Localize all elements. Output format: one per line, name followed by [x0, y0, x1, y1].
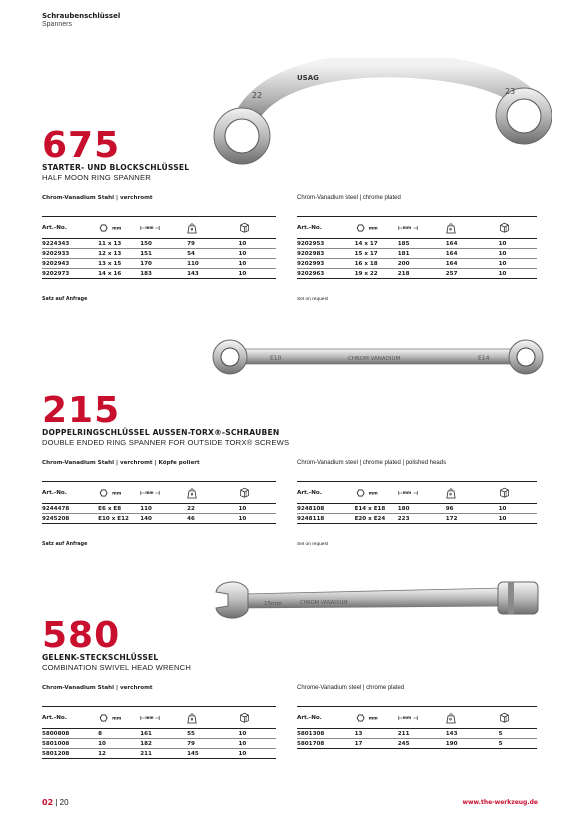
table-row: [297, 239, 537, 249]
cell-weight: 164: [446, 239, 499, 249]
table-row: [42, 729, 276, 739]
cell-quantity: 10: [239, 729, 276, 739]
cell-quantity: 10: [239, 504, 276, 514]
table-row: [42, 749, 276, 759]
col-header-size: [98, 217, 140, 239]
cell-size: 13: [355, 729, 398, 739]
cell-weight: 190: [446, 739, 499, 749]
material-de: Chrom-Vanadium Stahl | verchromt: [42, 195, 153, 201]
length-icon: mm: [398, 489, 418, 497]
col-header-art-no-text: Art.-No.: [42, 489, 67, 496]
product-title: DOPPELRINGSCHLÜSSEL AUSSEN-TORX®-SCHRAUBEN: [42, 428, 280, 437]
size-unit: mm: [112, 226, 122, 231]
col-header-length: [398, 217, 446, 239]
col-header-package: [499, 707, 537, 729]
col-header-art-no-text: Art.-No.: [297, 489, 322, 496]
cell-size: 13 x 15: [98, 259, 140, 269]
weight-icon: g: [446, 712, 456, 724]
col-header-length: [140, 707, 187, 729]
torx-middle-text: CHROM VANADIUM: [348, 356, 401, 362]
package-quantity-icon: [499, 222, 510, 233]
material-en: Chrom-Vanadium steel | chrome plated | polished heads: [297, 460, 447, 466]
length-icon: mm: [398, 224, 418, 232]
col-header-size: [355, 217, 398, 239]
col-header-size: [355, 707, 398, 729]
cell-art-no: 9244478: [42, 504, 98, 514]
cell-size: 16 x 18: [355, 259, 398, 269]
cell-art-no: 9202993: [297, 259, 355, 269]
weight-icon: g: [446, 222, 456, 234]
cell-weight: 55: [187, 729, 238, 739]
col-header-art-no: [297, 482, 355, 504]
col-header-weight: [187, 707, 238, 729]
spanner-size-a-text: 22: [252, 91, 263, 100]
material-en: Chrom-Vanadium steel | chrome plated: [297, 195, 401, 201]
table-row: [42, 249, 276, 259]
col-header-art-no: [42, 707, 98, 729]
table-row: [297, 739, 537, 749]
table-row: [297, 514, 537, 524]
package-quantity-icon: [499, 487, 510, 498]
spec-table-left: [42, 216, 276, 279]
cell-size: 15 x 17: [355, 249, 398, 259]
col-header-length: [140, 482, 187, 504]
size-unit: mm: [112, 716, 122, 721]
table-row: [297, 504, 537, 514]
table-row: [42, 269, 276, 279]
socket-size-icon: [355, 223, 369, 233]
cell-weight: 143: [187, 269, 238, 279]
set-note-en: Set on request: [297, 542, 329, 547]
cell-art-no: 5801008: [42, 739, 98, 749]
col-header-weight: [446, 482, 499, 504]
cell-length: 183: [140, 269, 187, 279]
table-row: [42, 739, 276, 749]
cell-length: 150: [140, 239, 187, 249]
cell-quantity: 10: [239, 259, 276, 269]
col-header-size: [98, 707, 140, 729]
cell-weight: 79: [187, 239, 238, 249]
table-header-row: [42, 707, 276, 729]
cell-length: 140: [140, 514, 187, 524]
set-note-en: Set on request: [297, 297, 329, 302]
cell-length: 211: [140, 749, 187, 759]
col-header-package: [239, 482, 276, 504]
col-header-weight: [446, 707, 499, 729]
table-row: [297, 729, 537, 739]
col-header-weight: [187, 482, 238, 504]
catalog-category-subtitle: Spanners: [42, 21, 72, 28]
cell-size: 17: [355, 739, 398, 749]
cell-weight: 46: [187, 514, 238, 524]
socket-size-icon: [355, 488, 369, 498]
cell-art-no: 9202933: [42, 249, 98, 259]
cell-weight: 172: [446, 514, 499, 524]
col-header-art-no: [297, 217, 355, 239]
cell-size: 10: [98, 739, 140, 749]
col-header-art-no: [42, 482, 98, 504]
size-unit: mm: [112, 491, 122, 496]
cell-length: 200: [398, 259, 446, 269]
cell-weight: 79: [187, 739, 238, 749]
spec-table-left: [42, 706, 276, 759]
length-icon: mm: [398, 714, 418, 722]
cell-length: 223: [398, 514, 446, 524]
cell-weight: 164: [446, 249, 499, 259]
spec-table-right: [297, 481, 537, 524]
weight-icon: g: [446, 487, 456, 499]
cell-quantity: 10: [239, 749, 276, 759]
cell-quantity: 10: [499, 514, 537, 524]
col-header-art-no: [297, 707, 355, 729]
page-number: 02 | 20: [42, 798, 69, 807]
col-header-art-no-text: Art.-No.: [297, 714, 322, 721]
package-quantity-icon: [239, 222, 250, 233]
col-header-art-no-text: Art.-No.: [42, 714, 67, 721]
cell-quantity: 10: [499, 504, 537, 514]
col-header-package: [499, 217, 537, 239]
spanner-size-b-text: 23: [505, 87, 516, 96]
cell-quantity: 10: [239, 239, 276, 249]
cell-quantity: 10: [499, 269, 537, 279]
table-header-row: [42, 217, 276, 239]
cell-size: E6 x E8: [98, 504, 140, 514]
cell-size: 11 x 13: [98, 239, 140, 249]
spec-table-left: [42, 481, 276, 524]
product-number: 215: [42, 390, 121, 431]
cell-quantity: 10: [499, 249, 537, 259]
cell-length: 211: [398, 729, 446, 739]
cell-length: 180: [398, 504, 446, 514]
size-unit: mm: [368, 226, 378, 231]
product-number: 675: [42, 125, 121, 166]
cell-size: 12: [98, 749, 140, 759]
cell-art-no: 9202983: [297, 249, 355, 259]
page-number-value: 20: [59, 798, 69, 807]
socket-size-icon: [98, 488, 112, 498]
wrench-middle-text: CHROM VANADIUM: [300, 600, 348, 606]
cell-quantity: 10: [239, 249, 276, 259]
cell-length: 182: [140, 739, 187, 749]
cell-weight: 145: [187, 749, 238, 759]
cell-weight: 22: [187, 504, 238, 514]
cell-quantity: 5: [499, 729, 537, 739]
cell-size: 14 x 16: [98, 269, 140, 279]
cell-art-no: 9202973: [42, 269, 98, 279]
cell-length: 151: [140, 249, 187, 259]
cell-art-no: 9248108: [297, 504, 355, 514]
col-header-package: [239, 707, 276, 729]
cell-length: 218: [398, 269, 446, 279]
cell-art-no: 5801708: [297, 739, 355, 749]
size-unit: mm: [368, 716, 378, 721]
weight-icon: g: [187, 222, 197, 234]
col-header-size: [355, 482, 398, 504]
spanner-brand-text: USAG: [297, 74, 319, 82]
cell-quantity: 10: [499, 239, 537, 249]
cell-length: 245: [398, 739, 446, 749]
col-header-length: [398, 707, 446, 729]
cell-quantity: 10: [239, 269, 276, 279]
cell-size: E14 x E18: [355, 504, 398, 514]
cell-weight: 110: [187, 259, 238, 269]
table-row: [297, 259, 537, 269]
cell-length: 185: [398, 239, 446, 249]
cell-art-no: 9202963: [297, 269, 355, 279]
cell-quantity: 5: [499, 739, 537, 749]
cell-quantity: 10: [239, 514, 276, 524]
size-unit: mm: [368, 491, 378, 496]
table-row: [297, 269, 537, 279]
cell-quantity: 10: [239, 739, 276, 749]
cell-art-no: 9202943: [42, 259, 98, 269]
cell-weight: 257: [446, 269, 499, 279]
weight-icon: g: [187, 712, 197, 724]
table-header-row: [42, 482, 276, 504]
cell-size: 8: [98, 729, 140, 739]
cell-art-no: 5801308: [297, 729, 355, 739]
col-header-weight: [187, 217, 238, 239]
cell-size: E10 x E12: [98, 514, 140, 524]
cell-quantity: 10: [499, 259, 537, 269]
col-header-art-no-text: Art.-No.: [297, 224, 322, 231]
product-title: GELENK-STECKSCHLÜSSEL: [42, 653, 159, 662]
socket-size-icon: [98, 713, 112, 723]
col-header-weight: [446, 217, 499, 239]
cell-length: 170: [140, 259, 187, 269]
cell-art-no: 9245208: [42, 514, 98, 524]
cell-size: 19 x 22: [355, 269, 398, 279]
cell-length: 181: [398, 249, 446, 259]
wrench-size-text: 15mm: [264, 601, 282, 607]
material-en: Chrome-Vanadium steel | chrome plated: [297, 685, 405, 691]
cell-art-no: 9248118: [297, 514, 355, 524]
length-icon: mm: [140, 489, 160, 497]
cell-art-no: 9224343: [42, 239, 98, 249]
torx-right-text: E14: [478, 355, 490, 362]
cell-length: 110: [140, 504, 187, 514]
torx-left-text: E10: [270, 355, 282, 362]
cell-weight: 96: [446, 504, 499, 514]
spec-table-right: [297, 216, 537, 279]
cell-art-no: 5800808: [42, 729, 98, 739]
table-row: [42, 504, 276, 514]
table-header-row: [297, 217, 537, 239]
cell-size: 14 x 17: [355, 239, 398, 249]
torx-ring-spanner-image: [208, 337, 548, 377]
cell-length: 161: [140, 729, 187, 739]
table-header-row: [297, 707, 537, 729]
spec-table-right: [297, 706, 537, 749]
website-link[interactable]: www.the-werkzeug.de: [462, 799, 538, 806]
socket-size-icon: [98, 223, 112, 233]
socket-size-icon: [355, 713, 369, 723]
col-header-length: [140, 217, 187, 239]
cell-art-no: 9202953: [297, 239, 355, 249]
package-quantity-icon: [239, 712, 250, 723]
material-de: Chrom-Vanadium Stahl | verchromt: [42, 685, 153, 691]
catalog-category-title: Schraubenschlüssel: [42, 12, 121, 20]
cell-art-no: 5801208: [42, 749, 98, 759]
col-header-package: [239, 217, 276, 239]
product-title: STARTER- UND BLOCKSCHLÜSSEL: [42, 163, 190, 172]
package-quantity-icon: [239, 487, 250, 498]
cell-size: E20 x E24: [355, 514, 398, 524]
col-header-package: [499, 482, 537, 504]
col-header-art-no: [42, 217, 98, 239]
cell-weight: 164: [446, 259, 499, 269]
set-note-de: Satz auf Anfrage: [42, 297, 88, 302]
length-icon: mm: [140, 224, 160, 232]
set-note-de: Satz auf Anfrage: [42, 542, 88, 547]
col-header-length: [398, 482, 446, 504]
material-de: Chrom-Vanadium Stahl | verchromt | Köpfe poliert: [42, 460, 200, 466]
length-icon: mm: [140, 714, 160, 722]
table-row: [42, 259, 276, 269]
cell-weight: 143: [446, 729, 499, 739]
col-header-art-no-text: Art.-No.: [42, 224, 67, 231]
table-row: [297, 249, 537, 259]
page-prefix: 02: [42, 798, 54, 807]
swivel-head-wrench-image: [208, 576, 542, 624]
weight-icon: g: [187, 487, 197, 499]
product-subtitle: DOUBLE ENDED RING SPANNER FOR OUTSIDE TORX® SCREWS: [42, 438, 290, 447]
package-quantity-icon: [499, 712, 510, 723]
cell-size: 12 x 13: [98, 249, 140, 259]
product-subtitle: HALF MOON RING SPANNER: [42, 173, 151, 182]
product-number: 580: [42, 615, 121, 656]
col-header-size: [98, 482, 140, 504]
table-header-row: [297, 482, 537, 504]
cell-weight: 54: [187, 249, 238, 259]
product-subtitle: COMBINATION SWIVEL HEAD WRENCH: [42, 663, 192, 672]
table-row: [42, 239, 276, 249]
half-moon-spanner-image: [212, 58, 552, 170]
table-row: [42, 514, 276, 524]
